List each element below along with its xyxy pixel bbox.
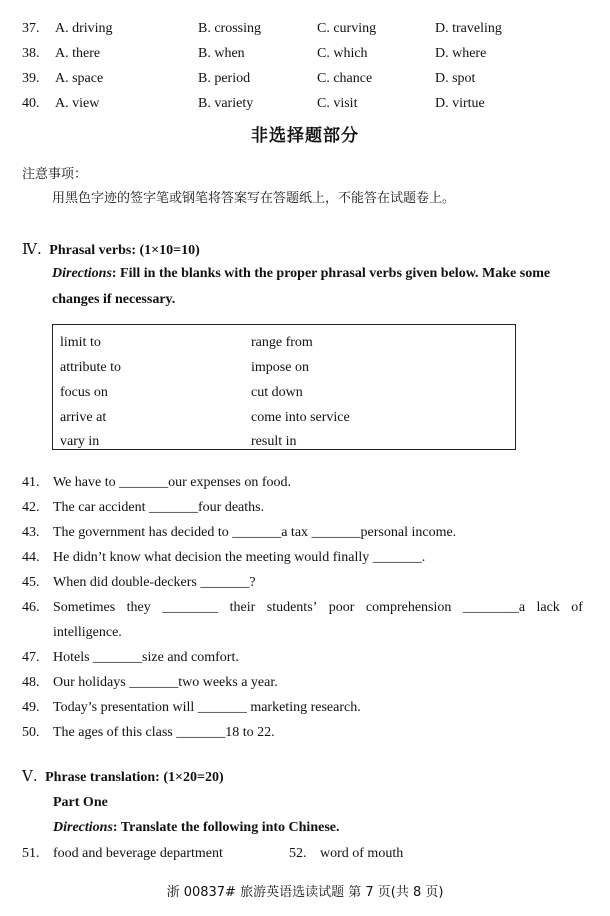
- option-b: B. variety: [198, 96, 254, 111]
- phrase-left: focus on: [60, 385, 108, 400]
- part4-numeral: Ⅳ.: [22, 240, 42, 258]
- part5-heading: [22, 767, 224, 786]
- question-text: Our holidays _______two weeks a year.: [53, 675, 278, 690]
- item-number: 44.: [22, 550, 40, 565]
- notice-text: 用黑色字迹的签字笔或钢笔将答案写在答题纸上，不能答在试题卷上。: [52, 191, 456, 206]
- option-d: D. where: [435, 46, 487, 61]
- item-number: 43.: [22, 525, 40, 540]
- directions-label: Directions: [52, 266, 112, 281]
- item-number: 51.: [22, 846, 40, 861]
- question-text: The car accident _______four deaths.: [53, 500, 265, 515]
- item-number: 49.: [22, 700, 40, 715]
- item-number: 47.: [22, 650, 40, 665]
- part4-directions-line1: [52, 266, 550, 282]
- question-text: Hotels _______size and comfort.: [53, 650, 239, 665]
- directions-text: : Fill in the blanks with the proper phrasal verbs given below. Make some: [111, 266, 551, 281]
- part4-heading: [22, 240, 200, 259]
- question-text-continued: intelligence.: [53, 625, 122, 640]
- item-number: 50.: [22, 725, 40, 740]
- phrase-right: range from: [251, 335, 313, 350]
- phrase-left: limit to: [60, 335, 101, 350]
- option-c: C. which: [317, 46, 368, 61]
- option-d: D. traveling: [435, 21, 502, 36]
- word: their: [229, 600, 256, 615]
- phrase-right: result in: [251, 434, 297, 449]
- notice-heading: 注意事项：: [22, 167, 88, 182]
- word: ________a: [462, 600, 526, 615]
- part5-numeral: Ⅴ.: [22, 767, 38, 785]
- question-text: The ages of this class _______18 to 22.: [53, 725, 275, 740]
- section-title: 非选择题部分: [251, 126, 359, 146]
- part5-directions: [53, 820, 340, 836]
- part5-title: Phrase translation: (1×20=20): [45, 770, 224, 785]
- item-number: 39.: [22, 71, 40, 86]
- phrase-right: impose on: [251, 360, 309, 375]
- item-number: 42.: [22, 500, 40, 515]
- option-d: D. virtue: [435, 96, 485, 111]
- item-number: 52.: [289, 846, 307, 861]
- word: poor: [328, 600, 355, 615]
- question-text: Today’s presentation will _______ marketing research.: [53, 700, 361, 715]
- option-b: B. when: [198, 46, 245, 61]
- item-number: 46.: [22, 600, 40, 615]
- question-text-justified: [53, 600, 583, 616]
- phrase-right: come into service: [251, 410, 350, 425]
- option-a: A. space: [55, 71, 104, 86]
- question-text: We have to _______our expenses on food.: [53, 475, 291, 490]
- phrase-left: attribute to: [60, 360, 122, 375]
- directions-text: : Translate the following into Chinese.: [112, 820, 340, 835]
- word: of: [571, 600, 583, 615]
- translation-text: food and beverage department: [53, 846, 223, 861]
- phrase-right: cut down: [251, 385, 303, 400]
- directions-label: Directions: [53, 820, 113, 835]
- option-d: D. spot: [435, 71, 476, 86]
- question-text: The government has decided to _______a tax _______personal income.: [53, 525, 457, 540]
- word: comprehension: [365, 600, 452, 615]
- option-a: A. view: [55, 96, 100, 111]
- question-text: He didn’t know what decision the meeting would finally _______.: [53, 550, 426, 565]
- option-b: B. crossing: [198, 21, 261, 36]
- option-c: C. visit: [317, 96, 358, 111]
- part-one-label: Part One: [53, 795, 108, 810]
- word: ________: [162, 600, 219, 615]
- part4-directions-line2: changes if necessary.: [52, 292, 176, 307]
- word: lack: [536, 600, 560, 615]
- phrase-left: vary in: [60, 434, 100, 449]
- item-number: 37.: [22, 21, 40, 36]
- question-text: When did double-deckers _______?: [53, 575, 256, 590]
- part4-title: Phrasal verbs: (1×10=10): [49, 243, 200, 258]
- phrase-left: arrive at: [60, 410, 107, 425]
- word: they: [126, 600, 151, 615]
- translation-text: word of mouth: [320, 846, 404, 861]
- item-number: 41.: [22, 475, 40, 490]
- option-a: A. there: [55, 46, 101, 61]
- word: students’: [266, 600, 318, 615]
- option-b: B. period: [198, 71, 251, 86]
- option-a: A. driving: [55, 21, 113, 36]
- word: Sometimes: [53, 600, 116, 615]
- option-c: C. curving: [317, 21, 377, 36]
- page-footer: 浙 00837# 旅游英语选读试题 第 7 页(共 8 页): [166, 885, 444, 900]
- phrase-box: [52, 324, 516, 450]
- item-number: 40.: [22, 96, 40, 111]
- option-c: C. chance: [317, 71, 373, 86]
- item-number: 48.: [22, 675, 40, 690]
- item-number: 45.: [22, 575, 40, 590]
- item-number: 38.: [22, 46, 40, 61]
